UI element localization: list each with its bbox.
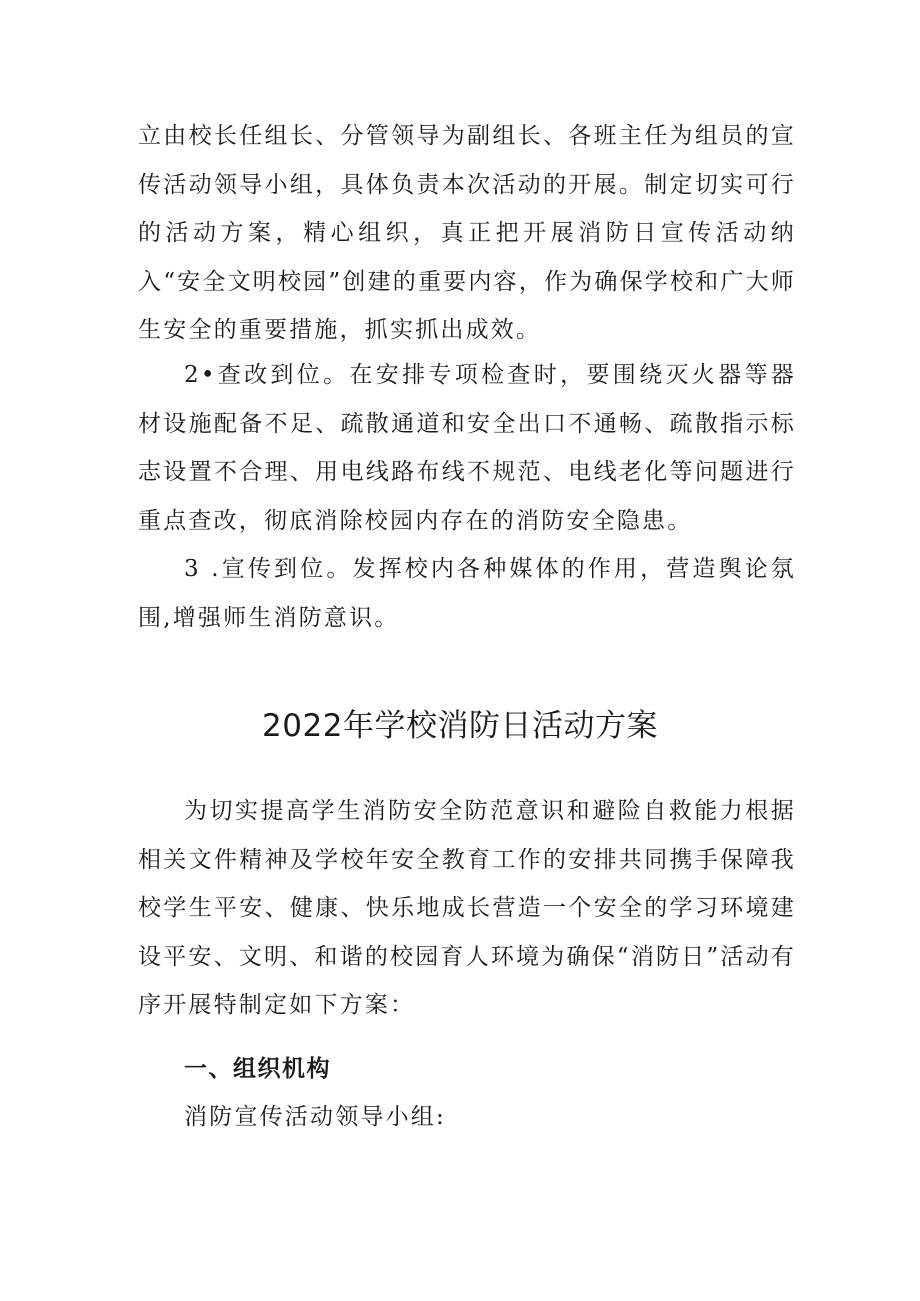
document-title: 2022年学校消防日活动方案 [262,708,658,744]
paragraph-inspection: 2•查改到位。在安排专项检查时，要围绕灭火器等器材设施配备不足、疏散通道和安全出口不通畅、疏散指示标志设置不合理、用电线路布线不规范、电线老化等问题进行重点查改，彻底消除校园内存在的消防安全隐患。 [138,362,796,534]
paragraph-intro: 为切实提高学生消防安全防范意识和避险自救能力根据相关文件精神及学校年安全教育工作的安排共同携手保障我校学生平安、健康、快乐地成长营造一个安全的学习环境建设平安、文明、和谐的校园育人环境为确保“消防日”活动有序开展特制定如下方案： [138,798,796,1018]
section-heading-organization: 一、组织机构 [184,1056,331,1082]
paragraph-publicity: 3 .宣传到位。发挥校内各种媒体的作用，营造舆论氛围,增强师生消防意识。 [138,556,796,631]
paragraph-organization-continued: 立由校长任组长、分管领导为副组长、各班主任为组员的宣传活动领导小组，具体负责本次活动的开展。制定切实可行的活动方案，精心组织，真正把开展消防日宣传活动纳入“安全文明校园”创建的重要内容，作为确保学校和广大师生安全的重要措施，抓实抓出成效。 [138,123,796,343]
paragraph-leadership-group: 消防宣传活动领导小组: [184,1104,446,1130]
